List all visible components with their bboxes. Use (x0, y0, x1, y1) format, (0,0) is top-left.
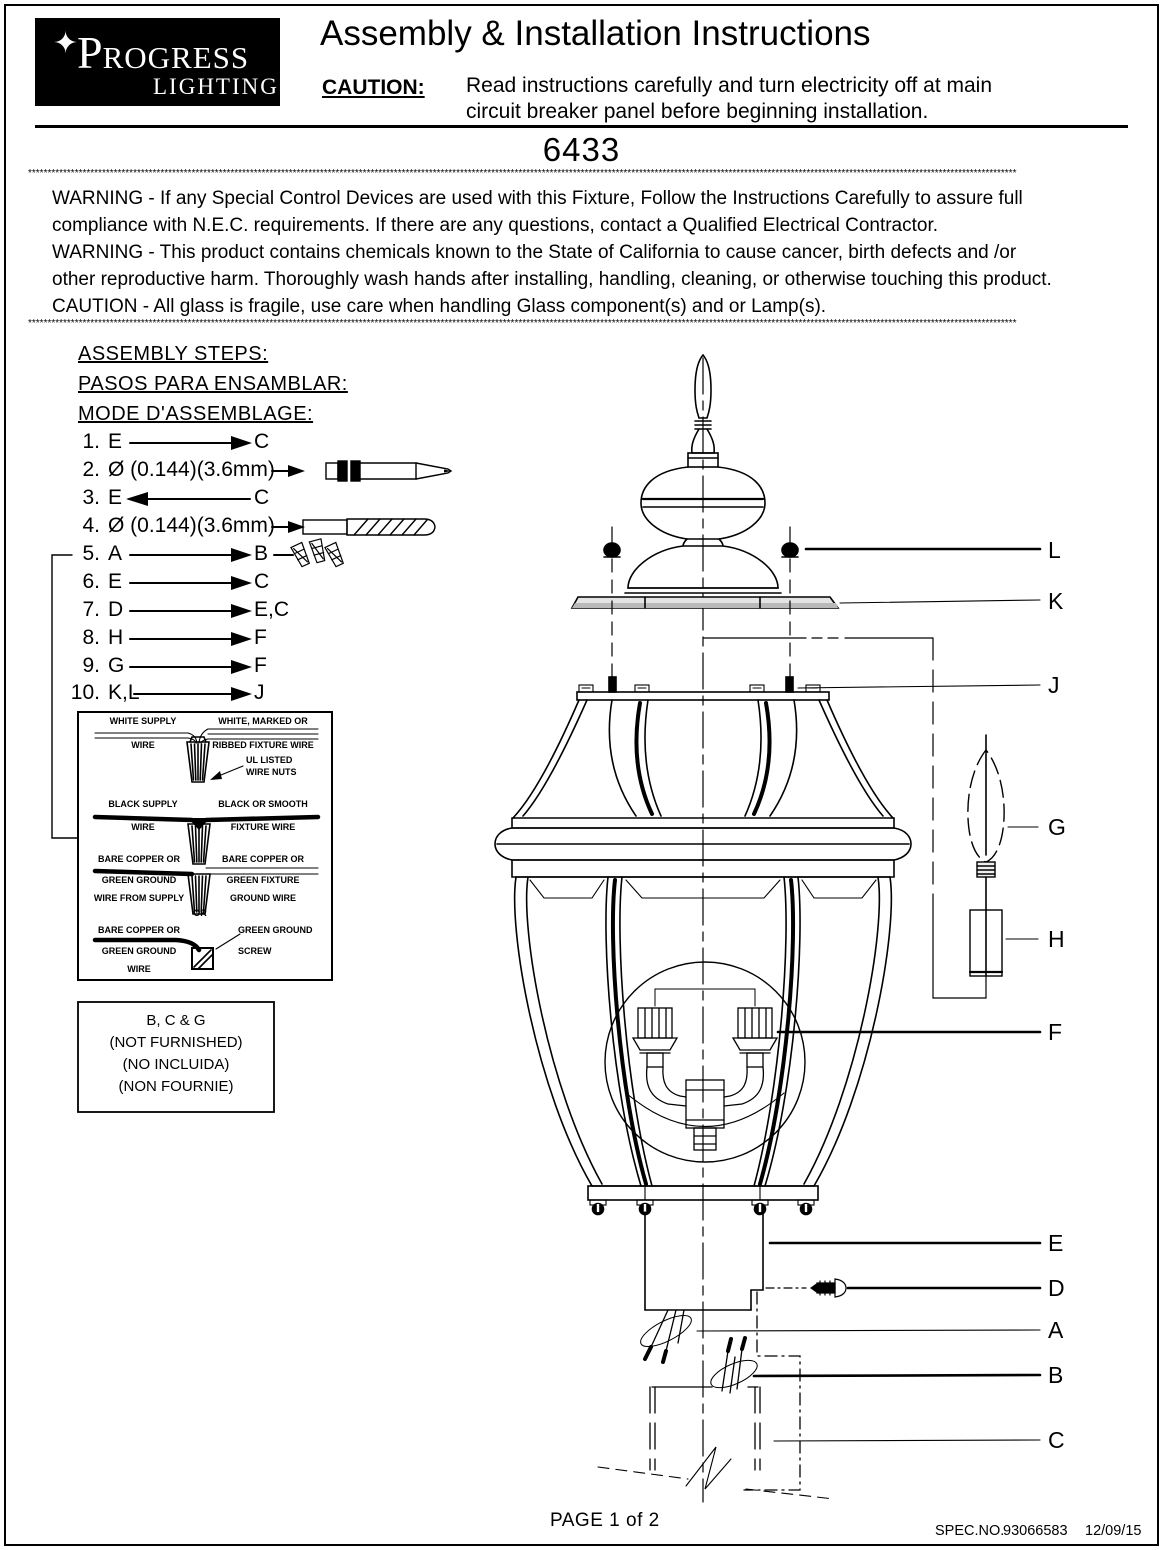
caution-text-line1: Read instructions carefully and turn electricity off at main (466, 74, 993, 97)
warning-line: compliance with N.E.C. requirements. If there are any questions, contact a Qualified Electrical Contractor. (52, 215, 939, 236)
assembly-steps-heading-en: ASSEMBLY STEPS: (78, 343, 269, 365)
wire-nut-icon (188, 824, 210, 864)
assembly-steps-heading-es: PASOS PARA ENSAMBLAR: (78, 373, 348, 395)
caution-label: CAUTION: (322, 76, 425, 99)
step-number: 4. (82, 514, 100, 537)
step-target: C (254, 486, 270, 509)
callout-K: K (1048, 588, 1064, 614)
asterisk-separator: ************************************************************************************************************************************************************************************************************************************************************** (28, 318, 1017, 329)
wire-label: BLACK OR SMOOTH (218, 799, 308, 809)
wire-label: WIRE (127, 964, 151, 974)
step-target: E,C (254, 598, 290, 621)
screw-icon (766, 1279, 846, 1297)
caution-text-line2: circuit breaker panel before beginning installation. (466, 100, 929, 123)
warning-line: WARNING - If any Special Control Devices are used with this Fixture, Follow the Instructions Carefully to assure full (52, 188, 1023, 209)
callout-L: L (1048, 537, 1061, 563)
assembly-steps-heading-fr: MODE D'ASSEMBLAGE: (78, 403, 314, 425)
revision-date: 12/09/15 (1085, 1523, 1142, 1539)
callout-H: H (1048, 926, 1065, 952)
or-label: OR (193, 908, 207, 918)
wire-label: FIXTURE WIRE (230, 822, 296, 832)
wire-label: BARE COPPER OR (97, 925, 180, 935)
callout-F: F (1048, 1019, 1063, 1045)
wire-label: WHITE SUPPLY (109, 716, 177, 726)
step-target: C (254, 570, 270, 593)
spec-number-label: SPEC.NO. (935, 1523, 1005, 1539)
logo-rest: ROGRESS (102, 40, 250, 75)
step-number: 5. (82, 542, 100, 565)
step-number: 1. (82, 430, 100, 453)
model-number: 6433 (542, 131, 621, 168)
drill-bit-icon (303, 519, 435, 535)
asterisk-separator: ************************************************************************************************************************************************************************************************************************************************************** (28, 168, 1017, 179)
callout-A: A (1048, 1317, 1064, 1343)
step-number: 7. (82, 598, 100, 621)
warning-line: CAUTION - All glass is fragile, use care when handling Glass component(s) and or Lamp(s). (52, 296, 827, 317)
callout-J: J (1048, 672, 1060, 698)
callout-E: E (1048, 1230, 1064, 1256)
step-number: 10. (70, 681, 100, 704)
wire-label: GREEN FIXTURE (226, 875, 300, 885)
step-source: K,L (108, 681, 140, 704)
ground-screw-label: GREEN GROUND (238, 925, 313, 935)
step-source: G (108, 654, 125, 677)
step-number: 6. (82, 570, 100, 593)
callout-D: D (1048, 1275, 1065, 1301)
not-furnished-en: (NOT FURNISHED) (109, 1034, 243, 1051)
callout-letters (1048, 537, 1066, 1453)
wire-label: BARE COPPER OR (221, 854, 304, 864)
wire-label: GREEN GROUND (101, 875, 177, 885)
callout-G: G (1048, 814, 1066, 840)
j-screw-icon (609, 677, 616, 692)
lamp-socket (724, 1008, 777, 1106)
page-indicator: PAGE 1 of 2 (550, 1510, 660, 1531)
step-source: Ø (0.144)(3.6mm) (108, 514, 275, 537)
candle-sleeve (970, 877, 1002, 976)
ground-break (598, 1447, 834, 1499)
step-source: E (108, 430, 123, 453)
wire-label: WIRE (131, 822, 155, 832)
wire-label: BLACK SUPPLY (108, 799, 178, 809)
wire-nut-note: UL LISTED (246, 755, 293, 765)
warning-line: WARNING - This product contains chemicals known to the State of California to cause cancer, birth defects and /or (52, 242, 1017, 263)
step-source: E (108, 570, 123, 593)
wiring-connection-box (78, 712, 332, 980)
step-source: H (108, 626, 124, 649)
step-source: E (108, 486, 123, 509)
wire-nut-note: WIRE NUTS (246, 767, 297, 777)
step-number: 3. (82, 486, 100, 509)
ground-screw-icon (192, 948, 213, 969)
step-target: F (254, 654, 267, 677)
not-furnished-fr: (NON FOURNIE) (118, 1078, 234, 1095)
step-source: A (108, 542, 123, 565)
wire-label: BARE COPPER OR (97, 854, 180, 864)
step-target: B (254, 542, 269, 565)
step-number: 2. (82, 458, 100, 481)
j-screw-icon (786, 677, 793, 692)
step-source: D (108, 598, 124, 621)
ground-screw-label: SCREW (238, 946, 272, 956)
wire-label: WHITE, MARKED OR (218, 716, 308, 726)
step-arrows (126, 436, 305, 701)
callout-C: C (1048, 1427, 1065, 1453)
logo-initial: P (77, 27, 103, 78)
step-target: C (254, 430, 270, 453)
warning-line: other reproductive harm. Thoroughly wash hands after installing, handling, cleaning, or otherwise touching this product. (52, 269, 1052, 290)
document-title: Assembly & Installation Instructions (320, 14, 871, 53)
logo-subtitle: LIGHTING (153, 74, 279, 99)
wire-label: GROUND WIRE (230, 893, 296, 903)
wire-label: RIBBED FIXTURE WIRE (212, 740, 314, 750)
step-source: Ø (0.144)(3.6mm) (108, 458, 275, 481)
wire-nut-icon (187, 737, 209, 782)
not-furnished-box (78, 1002, 274, 1112)
wire-label: GREEN GROUND (101, 946, 177, 956)
foot-finial (590, 1200, 814, 1215)
not-furnished-es: (NO INCLUIDA) (122, 1056, 230, 1073)
step5-bracket-line (52, 555, 78, 838)
step-target: J (254, 681, 265, 704)
wire-label: WIRE FROM SUPPLY (93, 893, 185, 903)
step-target: F (254, 626, 267, 649)
pencil-icon (326, 461, 451, 481)
supply-wires (637, 1309, 696, 1362)
wire-label: WIRE (131, 740, 155, 750)
lamp-socket (633, 1008, 686, 1106)
wire-nuts-icon (291, 539, 345, 568)
step-number: 8. (82, 626, 100, 649)
logo-star-icon: ✦ (53, 27, 79, 60)
not-furnished-parts: B, C & G (146, 1012, 206, 1029)
wire-nut-icon (188, 874, 210, 914)
step-number: 9. (82, 654, 100, 677)
mounting-base (645, 1212, 763, 1310)
fixture-wires (707, 1338, 761, 1393)
spec-number-value: 93066583 (1003, 1523, 1068, 1539)
callout-B: B (1048, 1362, 1064, 1388)
bulb-icon (968, 735, 1004, 877)
